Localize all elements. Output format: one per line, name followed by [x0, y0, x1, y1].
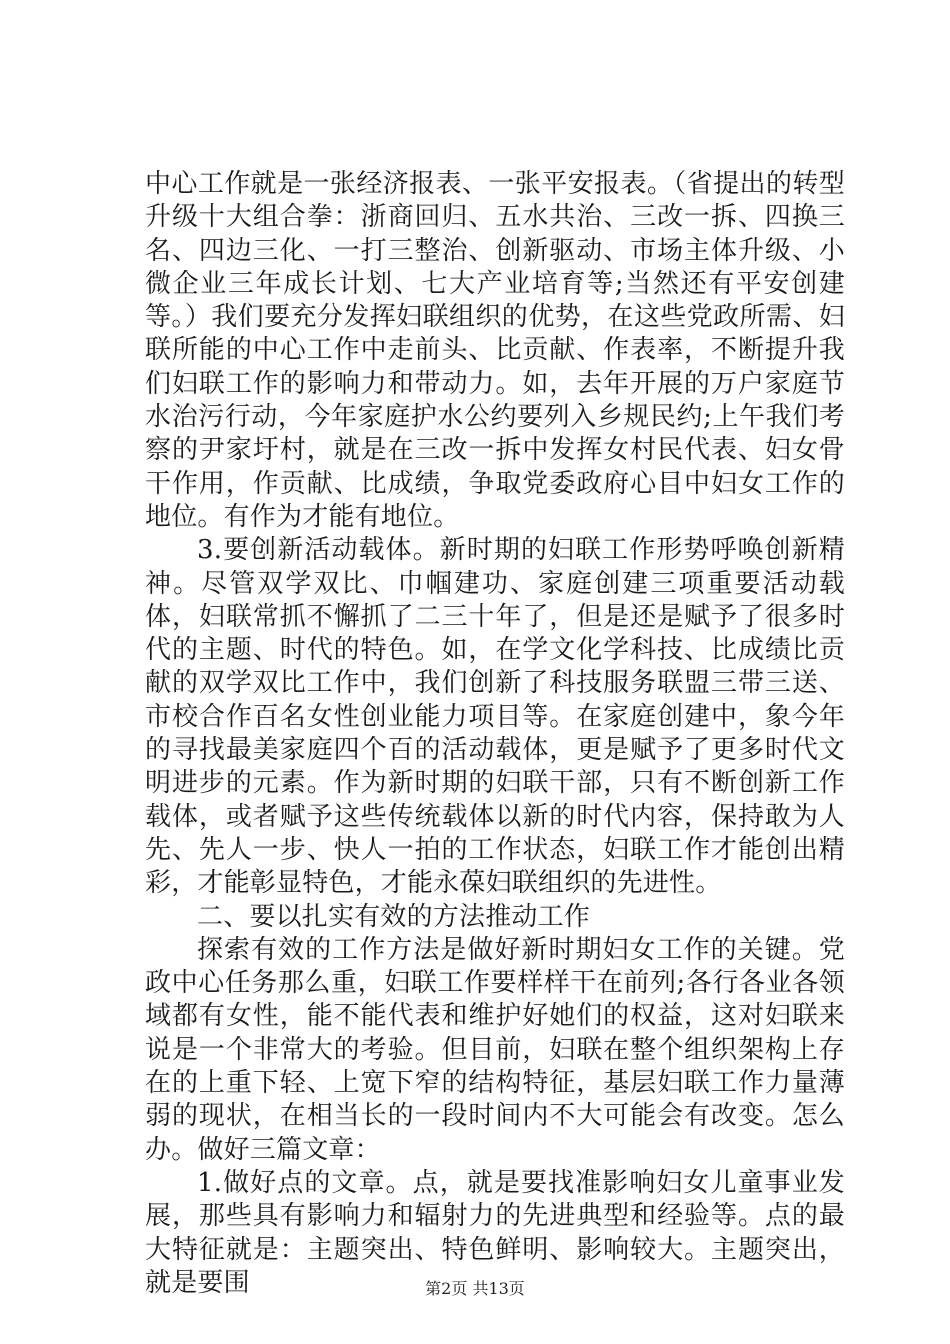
paragraph-point-1: 1.做好点的文章。点，就是要找准影响妇女儿童事业发展，那些具有影响力和辐射力的先进典型和经验等。点的最大特征就是：主题突出、特色鲜明、影响较大。主题突出，就是要围 [145, 1167, 845, 1298]
paragraph-section-2-body: 探索有效的工作方法是做好新时期妇女工作的关键。党政中心任务那么重，妇联工作要样样干在前列;各行各业各领域都有女性，能不能代表和维护好她们的权益，这对妇联来说是一个非常大的考验。但目前，妇联在整个组织架构上存在的上重下轻、上宽下窄的结构特征，基层妇联工作力量薄弱的现状，在相当长的一段时间内不大可能会有改变。怎么办。做好三篇文章： [145, 934, 845, 1165]
paragraph-point-3: 3.要创新活动载体。新时期的妇联工作形势呼唤创新精神。尽管双学双比、巾帼建功、家庭创建三项重要活动载体，妇联常抓不懈抓了二三十年了，但是还是赋予了很多时代的主题、时代的特色。如，在学文化学科技、比成绩比贡献的双学双比工作中，我们创新了科技服务联盟三带三送、市校合作百名女性创业能力项目等。在家庭创建中，象今年的寻找最美家庭四个百的活动载体，更是赋予了更多时代文明进步的元素。作为新时期的妇联干部，只有不断创新工作载体，或者赋予这些传统载体以新的时代内容，保持敢为人先、先人一步、快人一拍的工作状态，妇联工作才能创出精彩，才能彰显特色，才能永葆妇联组织的先进性。 [145, 535, 845, 899]
page-footer: 第2页 共13页 [425, 1279, 525, 1298]
document-body [145, 168, 845, 1300]
paragraph-continued: 中心工作就是一张经济报表、一张平安报表。（省提出的转型升级十大组合拳：浙商回归、五水共治、三改一拆、四换三名、四边三化、一打三整治、创新驱动、市场主体升级、小微企业三年成长计划、七大产业培育等;当然还有平安创建等。）我们要充分发挥妇联组织的优势，在这些党政所需、妇联所能的中心工作中走前头、比贡献、作表率，不断提升我们妇联工作的影响力和带动力。如，去年开展的万户家庭节水治污行动，今年家庭护水公约要列入乡规民约;上午我们考察的尹家圩村，就是在三改一拆中发挥女村民代表、妇女骨干作用，作贡献、比成绩，争取党委政府心目中妇女工作的地位。有作为才能有地位。 [145, 169, 845, 532]
section-heading: 二、要以扎实有效的方法推动工作 [197, 901, 591, 932]
